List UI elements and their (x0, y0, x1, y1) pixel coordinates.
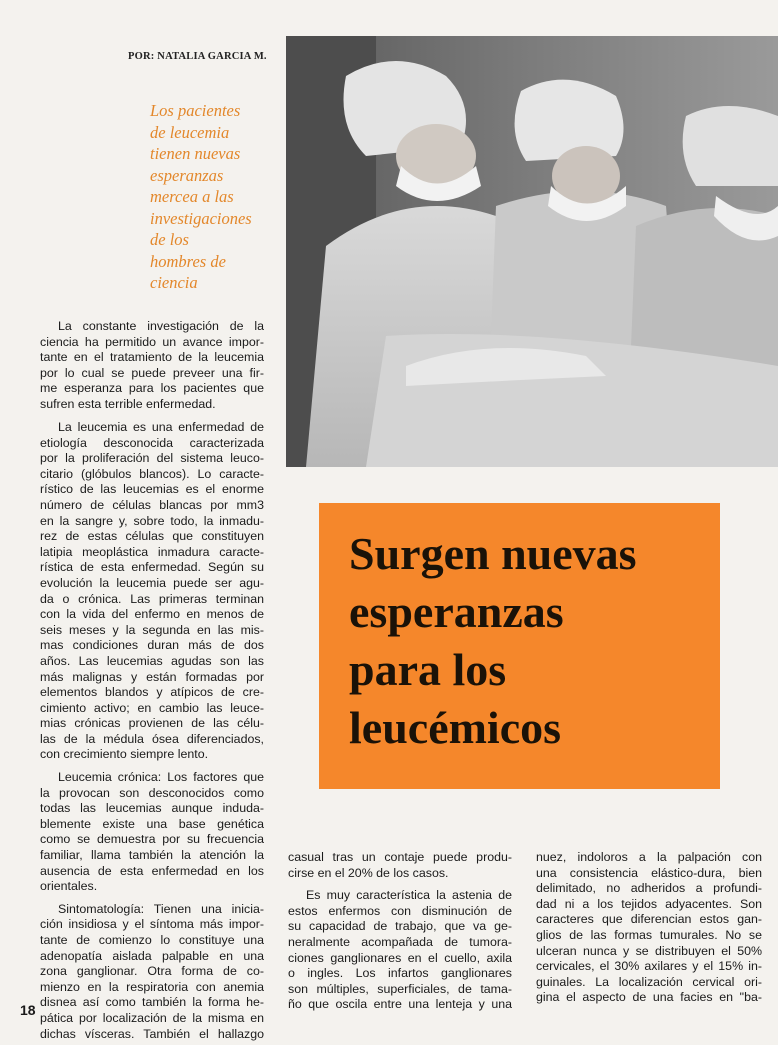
col3-line: cervicales, el 30% axilares y el 15% in- (536, 959, 762, 974)
col1-line: etiología desconocida caracterizada (40, 435, 264, 450)
col2-line: cirse en el 20% de los casos. (288, 865, 449, 880)
col1-line: disnea así como también la forma he- (40, 995, 264, 1010)
col2-line: ño que oscila entre una lenteja y una (288, 997, 512, 1012)
deck-line: de los (150, 230, 189, 249)
col3-line: dad ni a los tejidos adyacentes. Son (536, 896, 762, 911)
byline: POR: NATALIA GARCIA M. (128, 51, 267, 62)
col3-line: una consistencia elástico-dura, bien (536, 865, 762, 880)
col3-line: delimitado, no adheridos a profundi- (536, 881, 762, 896)
col1-line: zona ganglionar. Otra forma de co- (40, 964, 264, 979)
col1-line: Leucemia crónica: Los factores que (58, 770, 264, 785)
col1-line: la provocan son desconocidos como (40, 785, 264, 800)
intro-line: La constante investigación de la (58, 319, 264, 333)
title-line: esperanzas (349, 586, 564, 637)
headline-box (319, 503, 720, 789)
col1-line: tante de comienzo lo constituye una (40, 933, 264, 947)
col2-line: neralmente acompañada de tumora- (288, 934, 512, 949)
col2-line: Es muy característica la astenia de (306, 888, 512, 903)
deck-line: hombres de (150, 251, 226, 271)
col1-line: cimiento activo; en cambio las leuce- (40, 700, 264, 715)
deck-line: investigaciones (150, 208, 252, 228)
col1-line: todas las leucemias aunque induda- (40, 801, 264, 816)
col1-line: con la vida del enfermo en menos de (40, 607, 264, 622)
col1-line: evolución la leucemia puede ser agu- (40, 575, 264, 590)
col3-line: glios de las formas tumurales. No se (536, 927, 762, 942)
intro-paragraph (40, 319, 264, 413)
intro-line: ciencia ha permitido un avance impor- (40, 334, 264, 349)
col1-line: las de la médula ósea diferenciados, (40, 731, 264, 746)
col3-line: ulceran nunca y se distribuyen el 50% (536, 943, 762, 958)
col1-line: con crecimiento siempre lento. (40, 747, 209, 762)
col1-line: elementos blandos y atípicos de cre- (40, 685, 264, 700)
intro-line: sufren esta terrible enfermedad. (40, 396, 216, 411)
intro-line: me esperanza para los pacientes que (40, 381, 264, 396)
col1-line: da o crónica. Las primeras terminan (40, 591, 264, 606)
col1-line: dichas vísceras. También el hallazgo (40, 1026, 264, 1041)
col1-line: más malignas y están formadas por (40, 669, 264, 684)
col2-line: ciones ganglionares en el cuello, axila (288, 950, 512, 965)
col1-line: latipia meoplástica inmadura caracte- (40, 544, 264, 559)
col1-line: seis meses y la segunda en las mis- (40, 622, 264, 637)
col2-line: estos enfermos con disminución de (288, 903, 512, 918)
col1-line: blemente existe una base genética (40, 816, 264, 831)
col1-line: como se demuestra por su frecuencia (40, 832, 264, 847)
title-line: para los (349, 644, 507, 695)
intro-line: tante en el tratamiento de la leucemia (40, 350, 264, 365)
col2-line: son múltiples, superficiales, de tama- (288, 981, 512, 996)
col3-line: guinales. La localización cervical ori- (536, 974, 762, 989)
col3-line: caracteres que diferencian estos gan- (536, 912, 762, 927)
deck-line: tienen nuevas (150, 144, 241, 163)
body-column-3 (536, 850, 762, 1006)
col1-line: orientales. (40, 879, 98, 894)
intro-line: por lo cual se puede preveer una fir- (40, 365, 264, 380)
title-line: Surgen nuevas (349, 528, 637, 579)
headline (349, 525, 637, 757)
col1-line: rístico de las leucemias es el enorme (40, 482, 264, 497)
deck-line: Los pacientes (150, 101, 241, 120)
deck-line: ciencia (150, 273, 198, 292)
col1-line: adenopatía aislada palpable en una (40, 948, 264, 963)
col1-line: Sintomatología: Tienen una inicia- (58, 901, 264, 916)
article-deck (150, 100, 280, 294)
col2-line: su capacidad de trabajo, que va ge- (288, 919, 512, 934)
col1-line: citario (glóbulos blancos). Lo caracte- (40, 466, 264, 481)
deck-line: esperanzas (150, 165, 224, 185)
col1-line: pática por localización de la misma en (40, 1010, 264, 1025)
col1-line: ción insidiosa y el síntoma más impor- (40, 917, 264, 932)
body-column-1 (40, 420, 264, 1042)
col1-line: mienzo en la respiratoria con anemia (40, 979, 264, 994)
col1-line: años. Las leucemias agudas son las (40, 653, 264, 668)
col1-line: por la proliferación del sistema leuco- (40, 451, 264, 466)
col1-line: mas condiciones duran más de dos (40, 638, 264, 653)
body-column-2 (288, 850, 512, 1013)
col2-line: o ingles. Los infartos ganglionares (288, 966, 512, 981)
col1-line: rística de esta enfermedad. Según su (40, 560, 264, 575)
col1-line: familiar, llama también la atención la (40, 848, 264, 863)
col1-line: La leucemia es una enfermedad de (58, 420, 264, 434)
col1-line: mias crónicas provienen de las célu- (40, 716, 264, 731)
deck-line: de leucemia (150, 122, 230, 142)
col1-line: en la sangre y, sobre todo, la inmadu- (40, 513, 264, 528)
surgeons-photo (286, 36, 778, 467)
col1-line: número de células blancas por mm3 (40, 497, 264, 512)
col2-line: casual tras un contaje puede produ- (288, 850, 512, 864)
page-number: 18 (20, 1002, 36, 1018)
col3-line: nuez, indoloros a la palpación con (536, 850, 762, 864)
col1-line: ausencia de esta enfermedad en los (40, 863, 264, 878)
col3-line: gina el aspecto de una facies en "ba- (536, 990, 762, 1005)
title-line: leucémicos (349, 702, 562, 753)
deck-line: mercea a las (150, 187, 234, 206)
col1-line: rez de estas células que constituyen (40, 529, 264, 544)
